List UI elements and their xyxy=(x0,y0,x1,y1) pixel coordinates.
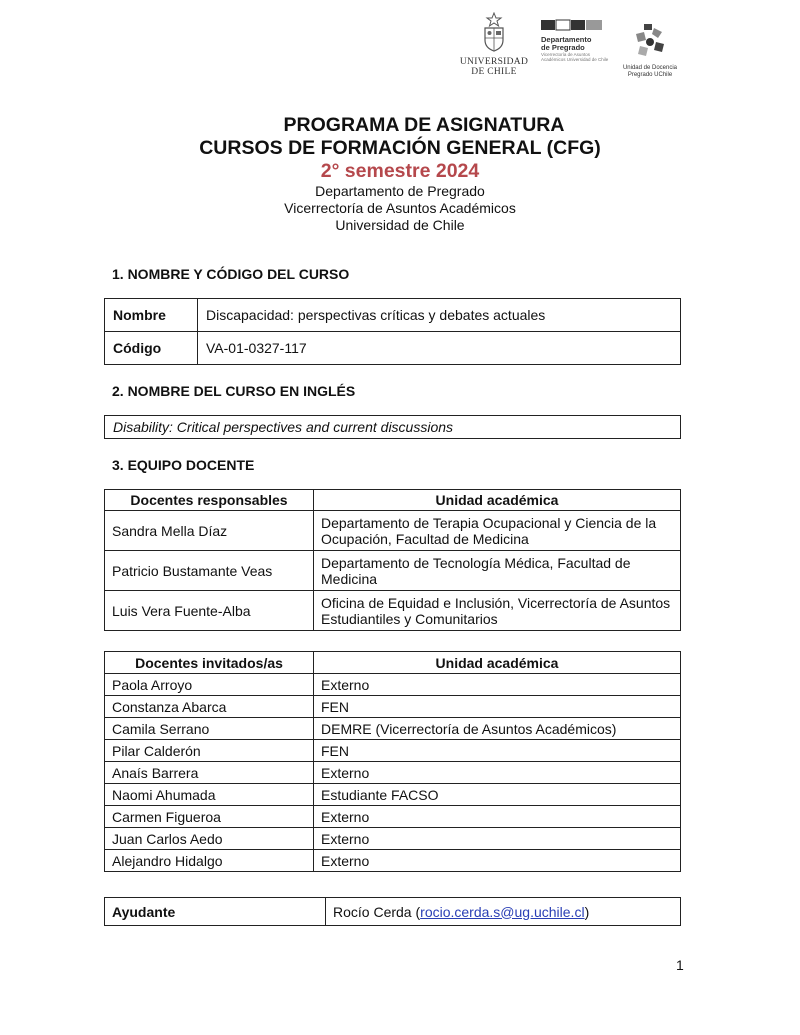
semester-label: 2° semestre 2024 xyxy=(320,160,480,182)
program-subtitle: CURSOS DE FORMACIÓN GENERAL (CFG) xyxy=(199,137,601,159)
header-line-department: Departamento de Pregrado xyxy=(315,183,485,199)
teacher-name: Patricio Bustamante Veas xyxy=(105,551,314,591)
teacher-name: Sandra Mella Díaz xyxy=(105,511,314,551)
header-line-university: Universidad de Chile xyxy=(335,217,465,233)
uchile-logo-line1: UNIVERSIDAD xyxy=(459,57,529,67)
program-title: PROGRAMA DE ASIGNATURA xyxy=(283,114,565,136)
course-table xyxy=(104,298,681,365)
guest-name: Camila Serrano xyxy=(105,718,314,740)
table-row xyxy=(105,696,681,718)
guest-name: Anaís Barrera xyxy=(105,762,314,784)
table-row xyxy=(105,332,681,365)
page-number: 1 xyxy=(676,957,684,973)
teacher-unit: Departamento de Tecnología Médica, Facultad de Medicina xyxy=(314,551,681,591)
unidad-docencia-line2: Pregrado UChile xyxy=(627,72,673,78)
section-heading-team: 3. EQUIPO DOCENTE xyxy=(112,457,255,473)
departamento-logo-sub: Vicerrectoría de Asuntos Académicos Universidad de Chile xyxy=(541,52,609,62)
table-row xyxy=(105,551,681,591)
table-row xyxy=(105,898,681,926)
guest-unit: Externo xyxy=(314,806,681,828)
guest-unit: Externo xyxy=(314,828,681,850)
guest-name: Paola Arroyo xyxy=(105,674,314,696)
assistant-value xyxy=(326,898,681,926)
unidad-docencia-line1: Unidad de Docencia xyxy=(622,65,678,71)
table-row xyxy=(105,850,681,872)
column-header-unit: Unidad académica xyxy=(314,652,681,674)
table-row xyxy=(105,299,681,332)
table-row xyxy=(105,828,681,850)
uchile-logo xyxy=(455,12,533,77)
table-row xyxy=(105,674,681,696)
teacher-name: Luis Vera Fuente-Alba xyxy=(105,591,314,631)
assistant-name: Rocío Cerda xyxy=(333,903,412,920)
course-name-label: Nombre xyxy=(105,299,198,332)
table-row xyxy=(105,784,681,806)
table-row xyxy=(105,591,681,631)
guest-unit: Estudiante FACSO xyxy=(314,784,681,806)
table-header-row xyxy=(105,652,681,674)
guest-unit: FEN xyxy=(314,696,681,718)
table-row xyxy=(105,740,681,762)
departamento-logo-line1: Departamento xyxy=(541,35,592,44)
table-header-row xyxy=(105,490,681,511)
assistant-open-paren: ( xyxy=(411,903,421,920)
assistant-close-paren: ) xyxy=(584,903,590,920)
departamento-blocks-icon xyxy=(541,19,603,31)
guest-teachers-table xyxy=(104,651,681,872)
guest-name: Alejandro Hidalgo xyxy=(105,850,314,872)
unidad-docencia-mark-icon xyxy=(630,20,670,60)
guest-name: Constanza Abarca xyxy=(105,696,314,718)
guest-unit: Externo xyxy=(314,762,681,784)
column-header-teachers: Docentes responsables xyxy=(105,490,314,511)
course-code-value: VA-01-0327-117 xyxy=(198,332,681,365)
guest-name: Juan Carlos Aedo xyxy=(105,828,314,850)
english-name-table xyxy=(104,415,681,439)
table-row xyxy=(105,806,681,828)
guest-name: Naomi Ahumada xyxy=(105,784,314,806)
table-row xyxy=(105,416,681,439)
teacher-unit: Departamento de Terapia Ocupacional y Ciencia de la Ocupación, Facultad de Medicina xyxy=(314,511,681,551)
guest-unit: Externo xyxy=(314,850,681,872)
course-code-label: Código xyxy=(105,332,198,365)
section-heading-english: 2. NOMBRE DEL CURSO EN INGLÉS xyxy=(112,383,356,399)
section-heading-course: 1. NOMBRE Y CÓDIGO DEL CURSO xyxy=(112,266,350,282)
column-header-unit: Unidad académica xyxy=(314,490,681,511)
teacher-unit: Oficina de Equidad e Inclusión, Vicerrectoría de Asuntos Estudiantiles y Comunitarios xyxy=(314,591,681,631)
guest-name: Pilar Calderón xyxy=(105,740,314,762)
assistant-table xyxy=(104,897,681,926)
assistant-email-link[interactable]: rocio.cerda.s@ug.uchile.cl xyxy=(420,903,585,920)
uchile-crest-icon xyxy=(479,12,509,52)
guest-unit: DEMRE (Vicerrectoría de Asuntos Académicos) xyxy=(314,718,681,740)
guest-name: Carmen Figueroa xyxy=(105,806,314,828)
guest-unit: FEN xyxy=(314,740,681,762)
header-line-vicerrectoria: Vicerrectoría de Asuntos Académicos xyxy=(284,200,516,216)
guest-unit: Externo xyxy=(314,674,681,696)
table-row xyxy=(105,718,681,740)
english-course-name: Disability: Critical perspectives and current discussions xyxy=(105,416,681,439)
assistant-label: Ayudante xyxy=(105,898,326,926)
table-row xyxy=(105,762,681,784)
uchile-logo-line2: DE CHILE xyxy=(471,67,517,77)
course-name-value: Discapacidad: perspectivas críticas y debates actuales xyxy=(198,299,681,332)
column-header-guests: Docentes invitados/as xyxy=(105,652,314,674)
departamento-logo-line2: de Pregrado xyxy=(541,43,585,52)
logos-bar xyxy=(455,12,685,90)
unidad-docencia-logo xyxy=(615,20,685,79)
responsible-teachers-table xyxy=(104,489,681,631)
departamento-logo xyxy=(541,18,611,62)
table-row xyxy=(105,511,681,551)
